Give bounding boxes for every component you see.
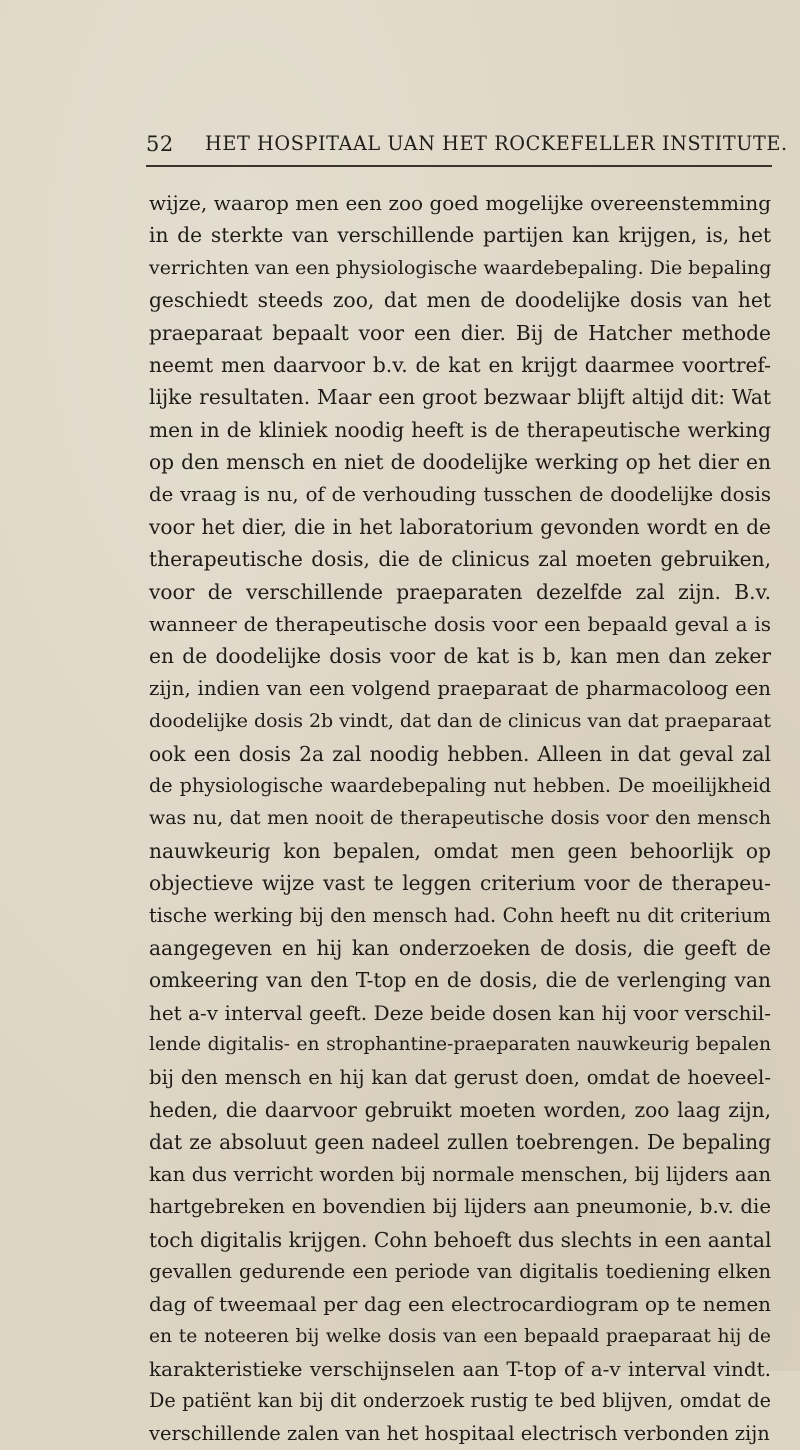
text-line: verschillende zalen van het hospitaal electrisch verbonden zijn — [149, 1421, 770, 1445]
body-text — [149, 187, 771, 1450]
text-line: aangegeven en hij kan onderzoeken de dosis, die geeft de — [149, 935, 771, 960]
text-line: doodelijke dosis 2b vindt, dat dan de clinicus van dat praeparaat — [149, 710, 772, 733]
text-line: kan dus verricht worden bij normale menschen, bij lijders aan — [149, 1162, 771, 1186]
header-rule — [146, 165, 772, 167]
text-line: verrichten van een physiologische waardebepaling. Die bepaling — [149, 256, 772, 279]
text-line: men in de kliniek noodig heeft is de therapeutische werking — [149, 417, 771, 442]
text-line: heden, die daarvoor gebruikt moeten worden, zoo laag zijn, — [149, 1097, 771, 1122]
text-line: bij den mensch en hij kan dat gerust doen, omdat de hoeveel- — [149, 1065, 771, 1089]
text-line: wijze, waarop men een zoo goed mogelijke overeenstemming — [149, 191, 771, 215]
text-line: het a-v interval geeft. Deze beide dosen kan hij voor verschil- — [149, 1000, 771, 1025]
text-line: De patiënt kan bij dit onderzoek rustig te bed blijven, omdat de — [149, 1389, 771, 1413]
text-line: de vraag is nu, of de verhouding tusschen de doodelijke dosis — [149, 482, 771, 506]
text-line: lijke resultaten. Maar een groot bezwaar blijft altijd dit: Wat — [149, 385, 771, 410]
text-line: voor de verschillende praeparaten dezelfde zal zijn. B.v. — [149, 579, 771, 604]
text-line: karakteristieke verschijnselen aan T-top of a-v interval vindt. — [149, 1357, 771, 1382]
text-line: hartgebreken en bovendien bij lijders aan pneumonie, b.v. die — [149, 1195, 771, 1219]
text-line: in de sterkte van verschillende partijen kan krijgen, is, het — [149, 223, 771, 248]
text-line: dat ze absoluut geen nadeel zullen toebrengen. De bepaling — [149, 1130, 771, 1155]
text-line: objectieve wijze vast te leggen criterium voor de therapeu- — [149, 871, 771, 896]
text-line: dag of tweemaal per dag een electrocardiogram op te nemen — [149, 1292, 771, 1317]
text-line: tische werking bij den mensch had. Cohn heeft nu dit criterium — [149, 903, 771, 927]
text-line: en te noteeren bij welke dosis van een bepaald praeparaat hij de — [149, 1325, 771, 1347]
text-line: op den mensch en niet de doodelijke werking op het dier en — [149, 450, 771, 475]
text-line: praeparaat bepaalt voor een dier. Bij de Hatcher methode — [149, 320, 771, 345]
page-number: 52 — [146, 132, 174, 156]
text-line: de physiologische waardebepaling nut hebben. De moeilijkheid — [149, 774, 771, 798]
text-line: nauwkeurig kon bepalen, omdat men geen behoorlijk op — [149, 838, 771, 863]
text-line: wanneer de therapeutische dosis voor een bepaald geval a is — [149, 612, 771, 637]
text-line: voor het dier, die in het laboratorium gevonden wordt en de — [149, 514, 771, 539]
text-line: en de doodelijke dosis voor de kat is b, kan men dan zeker — [149, 644, 771, 669]
text-line: zijn, indien van een volgend praeparaat de pharmacoloog een — [149, 676, 771, 700]
text-line: lende digitalis- en strophantine-praeparaten nauwkeurig bepalen — [149, 1034, 771, 1056]
page-header — [146, 132, 788, 166]
text-line: ook een dosis 2a zal noodig hebben. Alleen in dat geval zal — [149, 741, 771, 766]
text-line: toch digitalis krijgen. Cohn behoeft dus slechts in een aantal — [149, 1227, 772, 1252]
text-line: geschiedt steeds zoo, dat men de doodelijke dosis van het — [149, 288, 771, 313]
text-line: omkeering van den T-top en de dosis, die de verlenging van — [149, 968, 771, 993]
text-line: gevallen gedurende een periode van digitalis toediening elken — [149, 1259, 771, 1283]
text-line: was nu, dat men nooit de therapeutische dosis voor den mensch — [149, 807, 771, 830]
text-line: neemt men daarvoor b.v. de kat en krijgt daarmee voortref- — [149, 352, 771, 377]
text-line: therapeutische dosis, die de clinicus zal moeten gebruiken, — [149, 547, 771, 572]
running-title: HET HOSPITAAL UAN HET ROCKEFELLER INSTITUTE. — [205, 132, 788, 155]
